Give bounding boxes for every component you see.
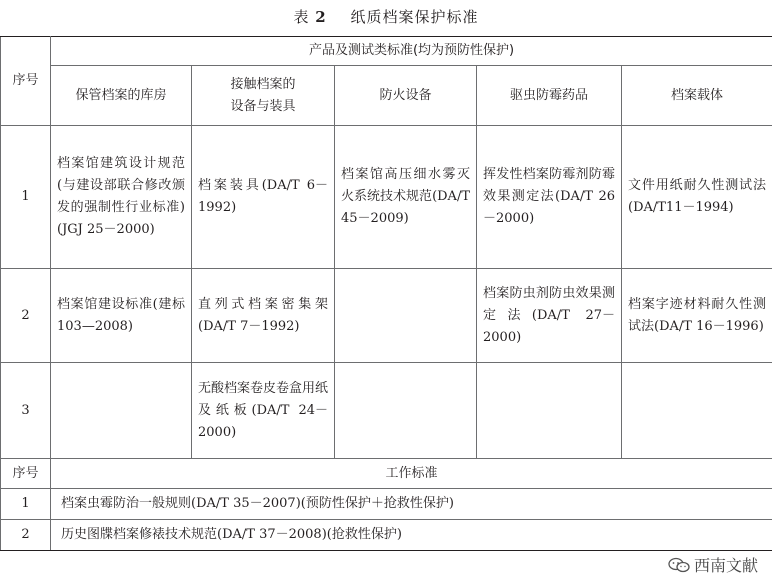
work-seq-header: 序号 bbox=[1, 459, 51, 489]
work-row-text: 历史图牒档案修裱技术规范(DA/T 37－2008)(抢救性保护) bbox=[51, 520, 772, 551]
work-row bbox=[1, 489, 772, 520]
table-cell: 档案防虫剂防虫效果测定法(DA/T 27－2000) bbox=[477, 269, 622, 363]
table-cell bbox=[477, 363, 622, 459]
table-cell: 档案馆建筑设计规范(与建设部联合修改颁发的强制性行业标准)(JGJ 25－2000) bbox=[51, 126, 192, 269]
work-row-seq: 2 bbox=[1, 520, 51, 551]
column-header: 接触档案的 设备与装具 bbox=[192, 66, 335, 126]
table-row bbox=[1, 126, 772, 269]
product-standards-header: 产品及测试类标准(均为预防性保护) bbox=[51, 37, 772, 66]
column-header: 保管档案的库房 bbox=[51, 66, 192, 126]
table-cell: 档案馆建设标准(建标 103—2008) bbox=[51, 269, 192, 363]
table-cell: 挥发性档案防霉剂防霉效果测定法(DA/T 26－2000) bbox=[477, 126, 622, 269]
row-seq: 2 bbox=[1, 269, 51, 363]
table-row bbox=[1, 269, 772, 363]
caption-number: 2 bbox=[315, 8, 327, 26]
column-header: 档案载体 bbox=[622, 66, 772, 126]
wechat-icon bbox=[668, 557, 690, 573]
table-cell: 档案馆高压细水雾灭火系统技术规范(DA/T 45－2009) bbox=[335, 126, 477, 269]
column-header: 驱虫防霉药品 bbox=[477, 66, 622, 126]
column-header: 防火设备 bbox=[335, 66, 477, 126]
table-cell bbox=[51, 363, 192, 459]
watermark bbox=[668, 553, 758, 576]
standards-table bbox=[0, 36, 772, 551]
watermark-text: 西南文献 bbox=[693, 556, 758, 575]
work-standards-header: 工作标准 bbox=[51, 459, 772, 489]
table-cell: 档案字迹材料耐久性测试法(DA/T 16－1996) bbox=[622, 269, 772, 363]
work-row bbox=[1, 520, 772, 551]
row-seq: 3 bbox=[1, 363, 51, 459]
work-row-text: 档案虫霉防治一般规则(DA/T 35－2007)(预防性保护＋抢救性保护) bbox=[51, 489, 772, 520]
caption-label: 表 bbox=[293, 8, 310, 26]
table-cell bbox=[335, 363, 477, 459]
table-cell: 无酸档案卷皮卷盒用纸及纸板(DA/T 24－2000) bbox=[192, 363, 335, 459]
table-caption bbox=[0, 6, 772, 27]
table-cell: 直列式档案密集架(DA/T 7－1992) bbox=[192, 269, 335, 363]
row-seq: 1 bbox=[1, 126, 51, 269]
table-cell: 文件用纸耐久性测试法(DA/T11－1994) bbox=[622, 126, 772, 269]
table-row bbox=[1, 363, 772, 459]
seq-header: 序号 bbox=[1, 37, 51, 126]
table-cell bbox=[335, 269, 477, 363]
caption-title: 纸质档案保护标准 bbox=[350, 8, 479, 26]
table-cell: 档案装具(DA/T 6－1992) bbox=[192, 126, 335, 269]
table-cell bbox=[622, 363, 772, 459]
work-row-seq: 1 bbox=[1, 489, 51, 520]
